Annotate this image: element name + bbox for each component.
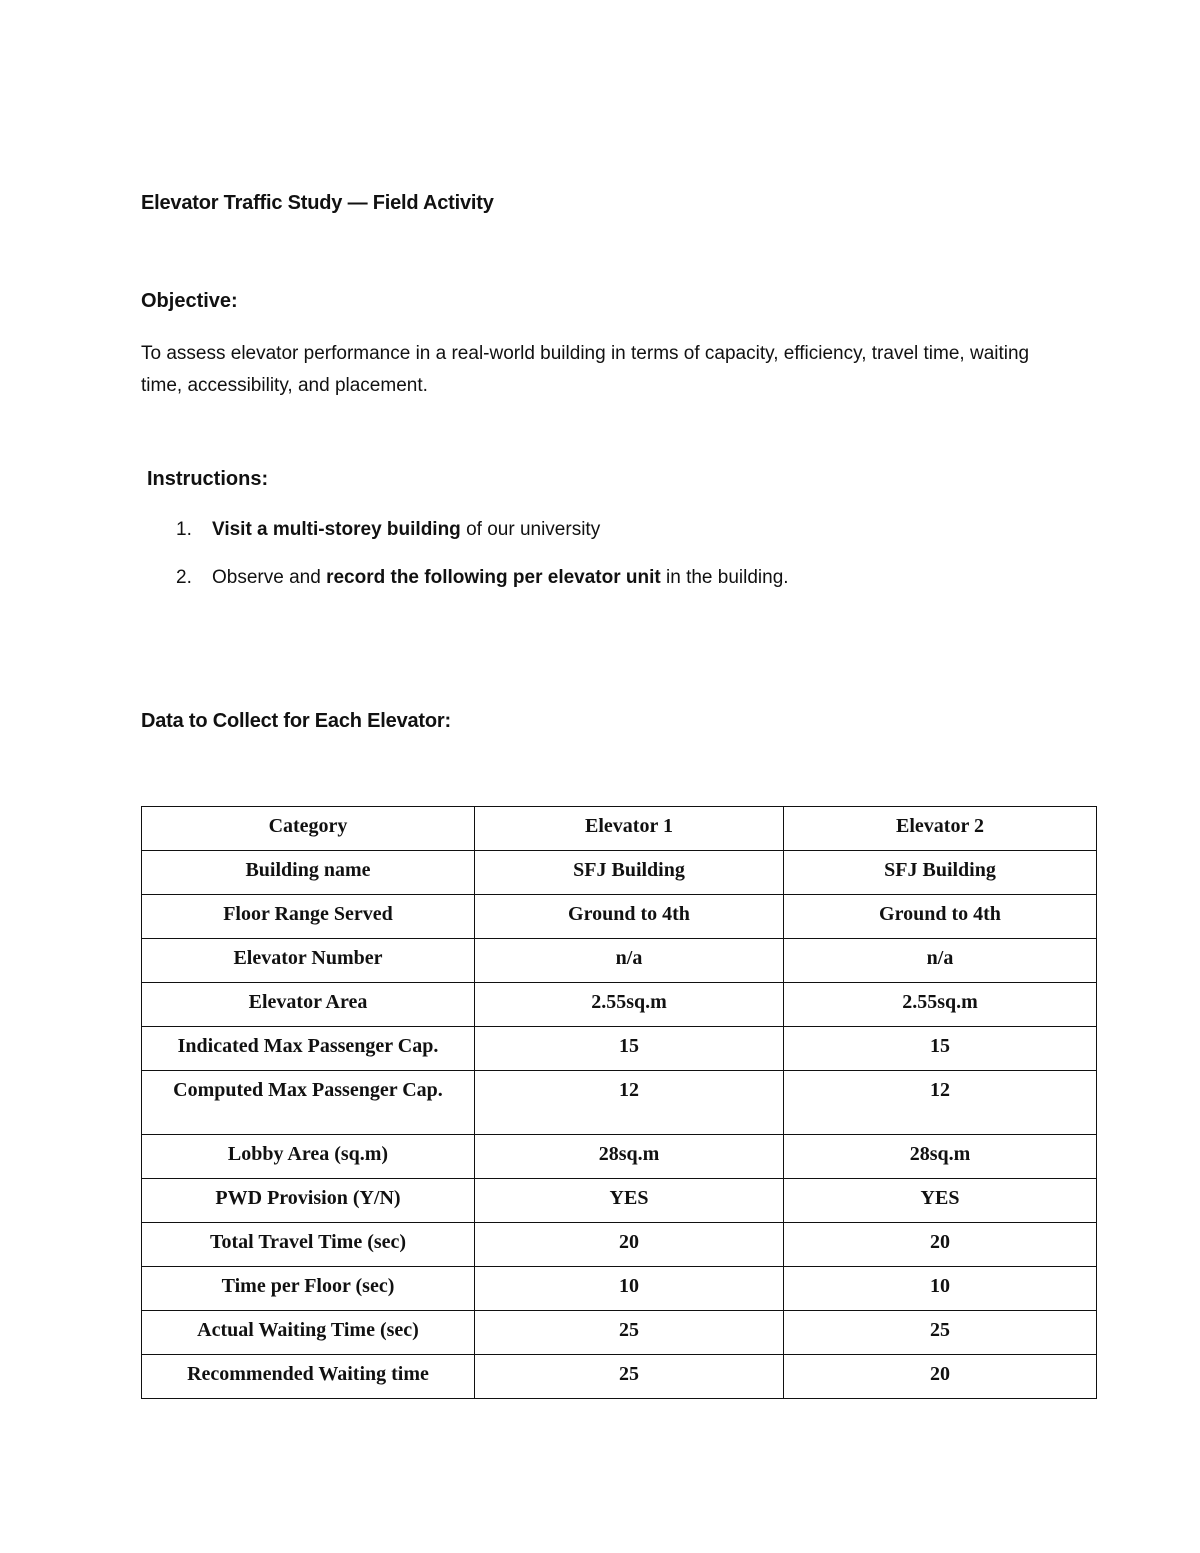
table-cell-category: Floor Range Served xyxy=(142,895,475,939)
table-cell-elevator-2: 20 xyxy=(784,1355,1097,1399)
table-cell-elevator-2: Ground to 4th xyxy=(784,895,1097,939)
table-row xyxy=(142,1311,1097,1355)
table-cell-elevator-1: SFJ Building xyxy=(475,851,784,895)
table-cell-elevator-2: n/a xyxy=(784,939,1097,983)
instruction-pre-text: Observe and xyxy=(212,567,327,588)
table-cell-category: Actual Waiting Time (sec) xyxy=(142,1311,475,1355)
table-cell-category: Building name xyxy=(142,851,475,895)
table-cell-elevator-1: YES xyxy=(475,1179,784,1223)
table-cell-elevator-1: n/a xyxy=(475,939,784,983)
table-row xyxy=(142,939,1097,983)
table-cell-elevator-1: 2.55sq.m xyxy=(475,983,784,1027)
elevator-data-table xyxy=(141,806,1097,1399)
table-cell-elevator-1: Ground to 4th xyxy=(475,895,784,939)
header-cell-elevator-2: Elevator 2 xyxy=(784,807,1097,851)
table-cell-elevator-2: YES xyxy=(784,1179,1097,1223)
table-cell-elevator-1: 10 xyxy=(475,1267,784,1311)
table-row xyxy=(142,1267,1097,1311)
objective-heading: Objective: xyxy=(141,290,238,312)
table-cell-elevator-2: 10 xyxy=(784,1267,1097,1311)
instruction-post-text: in the building. xyxy=(660,567,789,588)
table-row xyxy=(142,1223,1097,1267)
table-row xyxy=(142,1355,1097,1399)
table-cell-elevator-2: 2.55sq.m xyxy=(784,983,1097,1027)
instructions-heading: Instructions: xyxy=(147,468,269,490)
instructions-list xyxy=(176,515,789,611)
table-cell-elevator-2: SFJ Building xyxy=(784,851,1097,895)
table-cell-category: Elevator Area xyxy=(142,983,475,1027)
table-cell-elevator-2: 12 xyxy=(784,1071,1097,1135)
table-cell-elevator-2: 15 xyxy=(784,1027,1097,1071)
instruction-item xyxy=(176,563,789,611)
table-cell-category: PWD Provision (Y/N) xyxy=(142,1179,475,1223)
table-row xyxy=(142,851,1097,895)
instruction-number: 1. xyxy=(176,519,192,540)
table-cell-elevator-1: 12 xyxy=(475,1071,784,1135)
table-cell-elevator-2: 25 xyxy=(784,1311,1097,1355)
table-row xyxy=(142,1071,1097,1135)
objective-text: To assess elevator performance in a real-world building in terms of capacity, efficiency, travel time, waiting time, accessibility, and placement. xyxy=(141,343,1030,396)
document-title: Elevator Traffic Study — Field Activity xyxy=(141,192,494,214)
table-cell-category: Lobby Area (sq.m) xyxy=(142,1135,475,1179)
table-header-row xyxy=(142,807,1097,851)
table-cell-elevator-2: 20 xyxy=(784,1223,1097,1267)
table-cell-elevator-2: 28sq.m xyxy=(784,1135,1097,1179)
instruction-number: 2. xyxy=(176,567,192,588)
table-cell-category: Total Travel Time (sec) xyxy=(142,1223,475,1267)
table-cell-category: Recommended Waiting time xyxy=(142,1355,475,1399)
table-cell-category: Indicated Max Passenger Cap. xyxy=(142,1027,475,1071)
header-cell-category: Category xyxy=(142,807,475,851)
table-row xyxy=(142,1179,1097,1223)
table-cell-elevator-1: 20 xyxy=(475,1223,784,1267)
table-row xyxy=(142,1135,1097,1179)
table-cell-elevator-1: 28sq.m xyxy=(475,1135,784,1179)
table-cell-elevator-1: 25 xyxy=(475,1355,784,1399)
instruction-bold-text: record the following per elevator unit xyxy=(326,567,661,588)
header-cell-elevator-1: Elevator 1 xyxy=(475,807,784,851)
table-cell-category: Elevator Number xyxy=(142,939,475,983)
table-cell-category: Time per Floor (sec) xyxy=(142,1267,475,1311)
table-row xyxy=(142,983,1097,1027)
instruction-item xyxy=(176,515,789,563)
data-collection-heading: Data to Collect for Each Elevator: xyxy=(141,710,451,732)
table-cell-elevator-1: 15 xyxy=(475,1027,784,1071)
table-row xyxy=(142,1027,1097,1071)
instruction-post-text: of our university xyxy=(460,519,601,540)
table-cell-category: Computed Max Passenger Cap. xyxy=(142,1071,475,1135)
table-row xyxy=(142,895,1097,939)
table-cell-elevator-1: 25 xyxy=(475,1311,784,1355)
instruction-bold-text: Visit a multi-storey building xyxy=(212,519,461,540)
